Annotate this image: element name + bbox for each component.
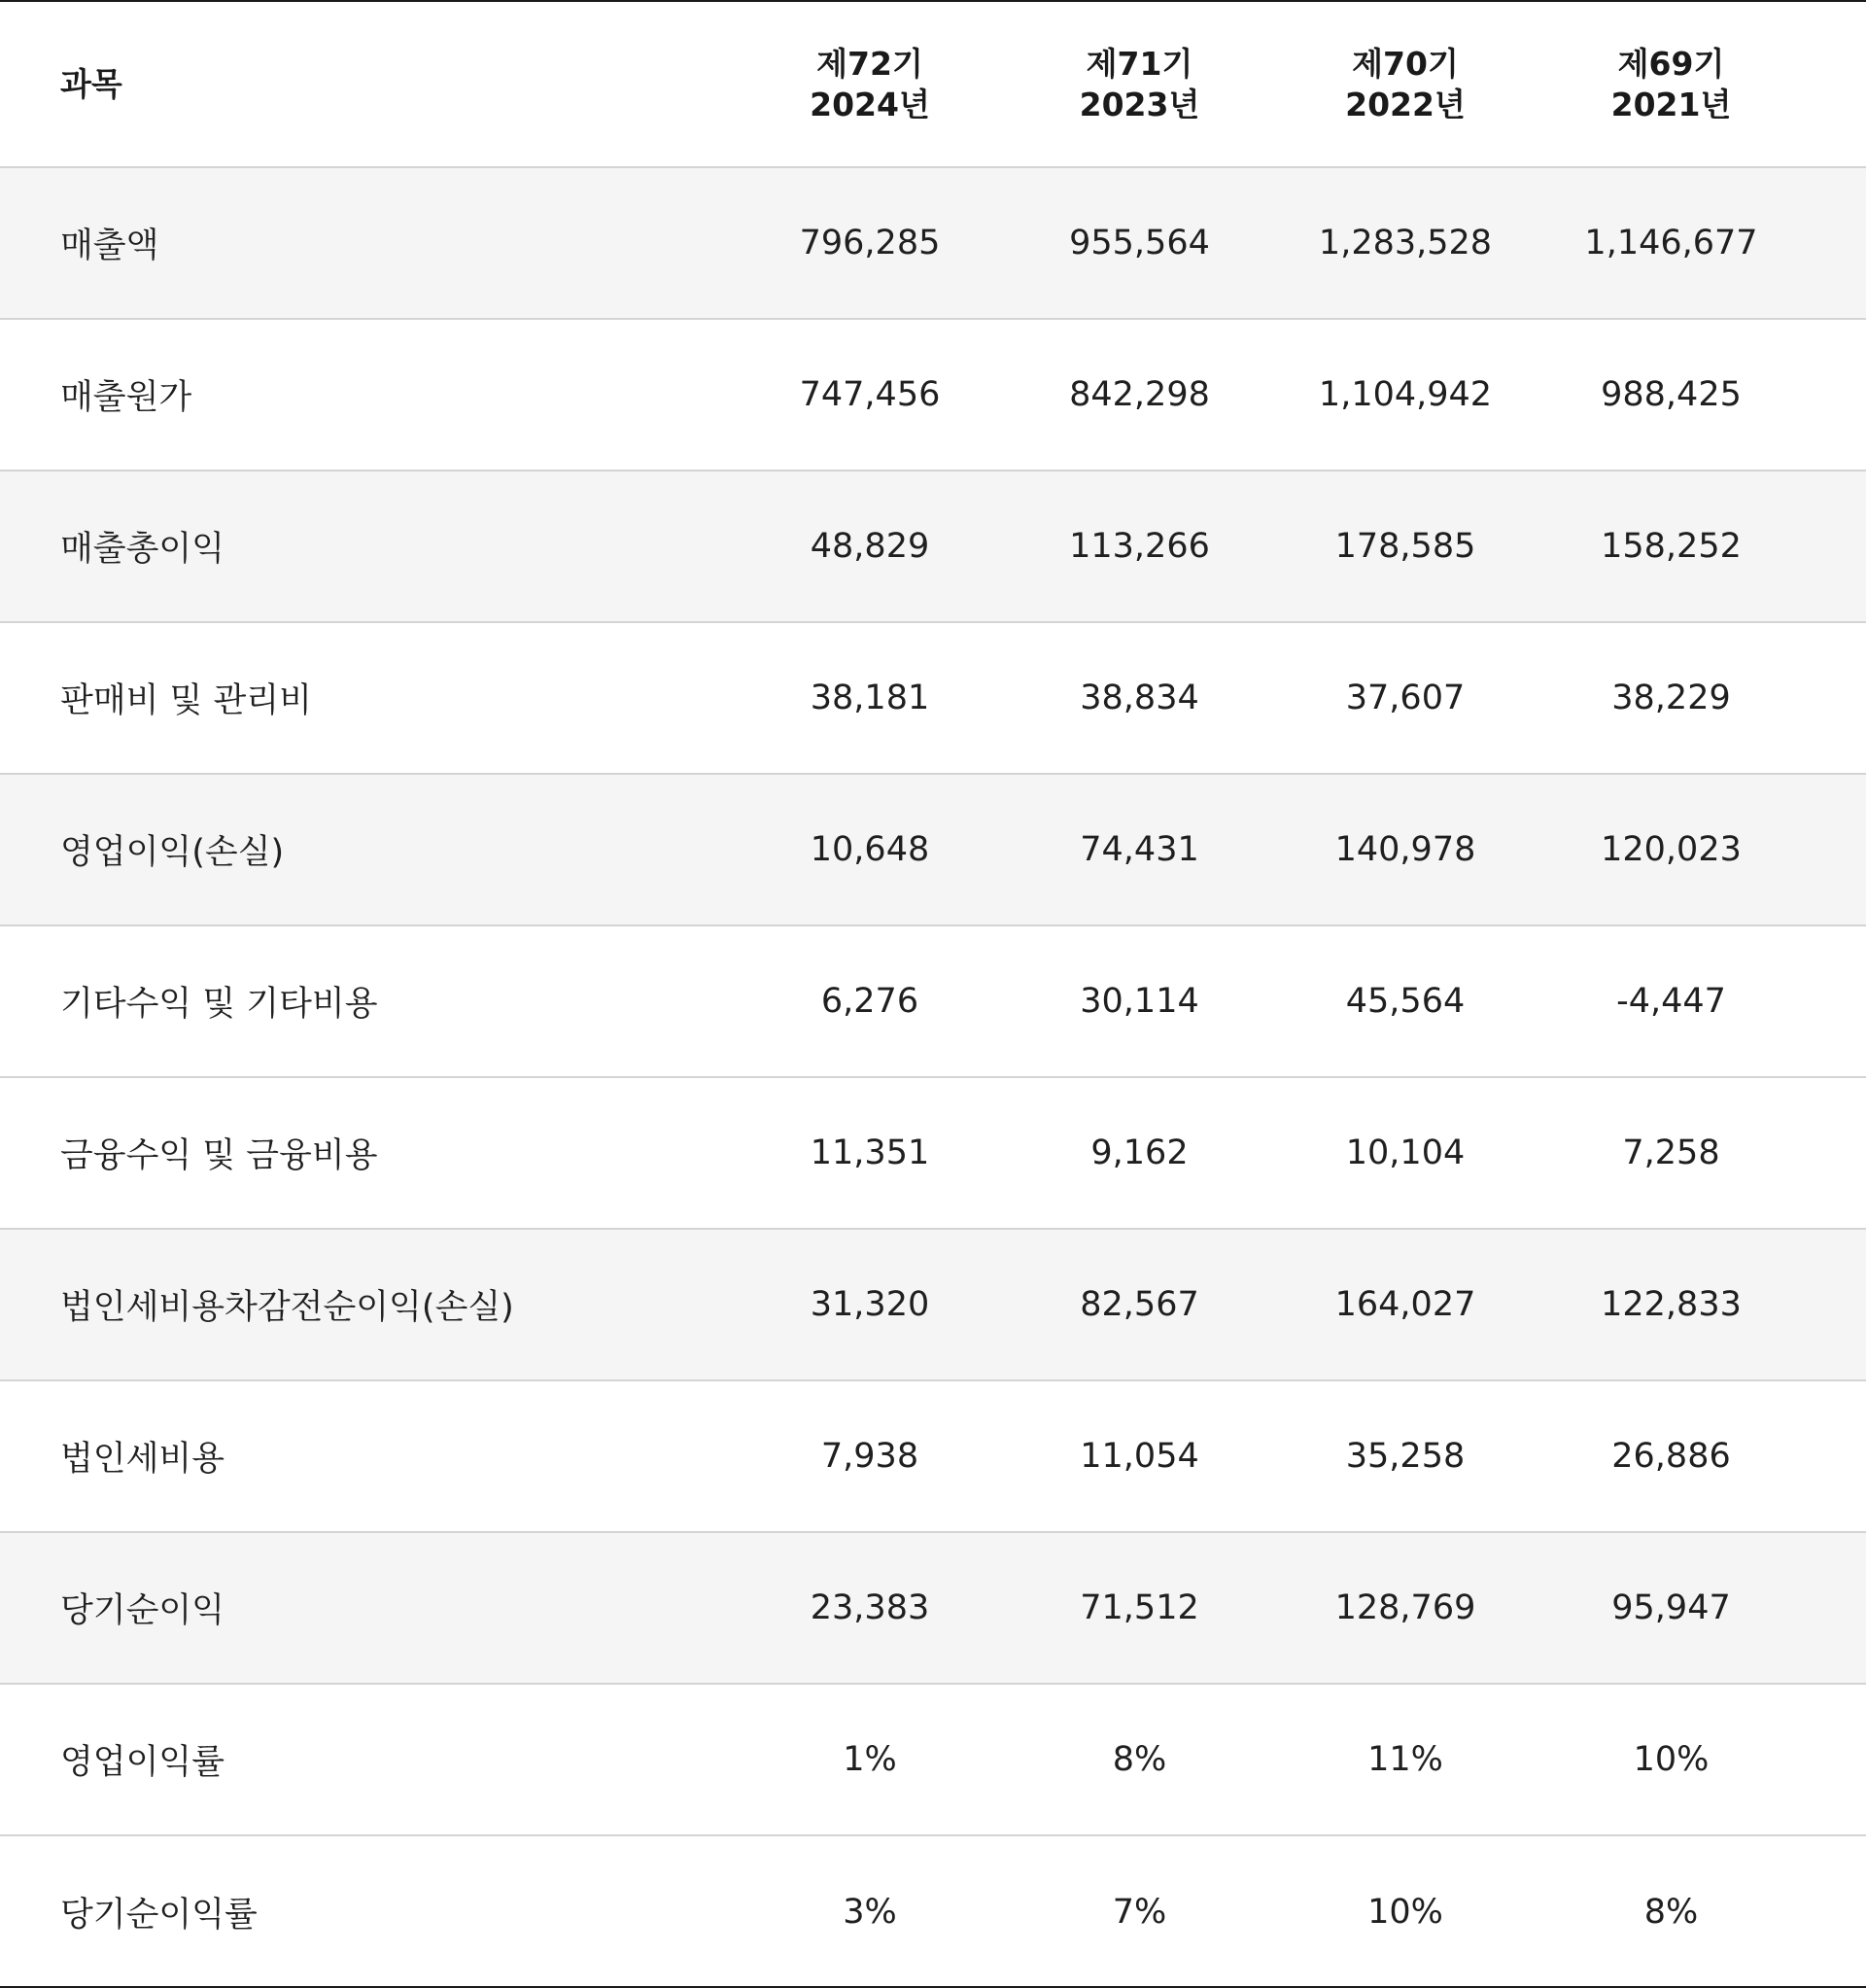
table-cell: 35,258 <box>1345 1437 1466 1476</box>
table-cell: 38,229 <box>1611 679 1731 717</box>
table-cell: 10% <box>1633 1740 1710 1779</box>
table-row <box>0 167 1866 319</box>
period-label: 제72기 <box>816 44 923 83</box>
spacer-cell <box>1810 167 1866 319</box>
table-cell: 178,585 <box>1334 527 1476 566</box>
spacer-cell <box>1810 1684 1866 1835</box>
table-row <box>0 1380 1866 1532</box>
period-label: 제70기 <box>1352 44 1459 83</box>
spacer-column-header <box>1810 2 1866 167</box>
period-header-69 <box>1533 2 1810 167</box>
spacer-cell <box>1810 471 1866 622</box>
table-row <box>0 1229 1866 1380</box>
table-cell: 82,567 <box>1080 1285 1199 1324</box>
table-cell: 158,252 <box>1601 527 1742 566</box>
table-cell: 988,425 <box>1601 375 1742 414</box>
table-cell: 31,320 <box>810 1285 930 1324</box>
row-label-revenue: 매출액 <box>60 227 159 265</box>
table-cell: 7% <box>1112 1892 1167 1932</box>
subject-column-header: 과목 <box>60 64 122 103</box>
header-row <box>0 2 1866 167</box>
spacer-cell <box>1810 925 1866 1077</box>
table-cell: 6,276 <box>820 982 919 1021</box>
year-label: 2021년 <box>1610 85 1732 123</box>
period-header-70 <box>1278 2 1533 167</box>
table-row <box>0 1077 1866 1229</box>
table-cell: 120,023 <box>1601 830 1742 869</box>
table-body <box>0 167 1866 1987</box>
table-cell: 955,564 <box>1069 224 1210 262</box>
year-label: 2022년 <box>1345 85 1466 123</box>
table-cell: 38,834 <box>1080 679 1199 717</box>
table-cell: 30,114 <box>1080 982 1199 1021</box>
table-cell: 10% <box>1367 1892 1443 1932</box>
table-cell: 7,938 <box>820 1437 919 1476</box>
row-label-operating-margin: 영업이익률 <box>60 1743 225 1782</box>
table-row <box>0 1835 1866 1987</box>
table-cell: 842,298 <box>1069 375 1210 414</box>
row-label-cost-of-sales: 매출원가 <box>60 378 192 417</box>
row-label-income-tax: 법인세비용 <box>60 1440 225 1479</box>
table-cell: 48,829 <box>810 527 930 566</box>
table-cell: 10,104 <box>1345 1134 1466 1172</box>
spacer-cell <box>1810 1229 1866 1380</box>
spacer-cell <box>1810 319 1866 471</box>
table-cell: 796,285 <box>799 224 941 262</box>
table-cell: 7,258 <box>1622 1134 1720 1172</box>
table-cell: 95,947 <box>1611 1588 1731 1627</box>
table-cell: 1,283,528 <box>1318 224 1493 262</box>
income-statement-table <box>0 2 1866 1987</box>
spacer-cell <box>1810 1835 1866 1987</box>
period-header-72 <box>739 2 1001 167</box>
table-cell: 71,512 <box>1080 1588 1199 1627</box>
row-label-finance-income-expense: 금융수익 및 금융비용 <box>60 1136 378 1175</box>
table-cell: 1,146,677 <box>1584 224 1758 262</box>
table-cell: 164,027 <box>1334 1285 1476 1324</box>
table-cell: 11,054 <box>1080 1437 1199 1476</box>
table-row <box>0 471 1866 622</box>
table-cell: 23,383 <box>810 1588 930 1627</box>
table-cell: 122,833 <box>1601 1285 1742 1324</box>
row-label-other-income-expense: 기타수익 및 기타비용 <box>60 985 378 1024</box>
row-label-pretax-income: 법인세비용차감전순이익(손실) <box>60 1288 514 1327</box>
table-cell: 1% <box>843 1740 897 1779</box>
year-label: 2024년 <box>810 85 930 123</box>
table-row <box>0 925 1866 1077</box>
table-cell: 9,162 <box>1090 1134 1189 1172</box>
table-cell: 128,769 <box>1334 1588 1476 1627</box>
row-label-operating-income: 영업이익(손실) <box>60 833 285 872</box>
table-cell: 38,181 <box>810 679 930 717</box>
table-header <box>0 2 1866 167</box>
table-cell: 3% <box>843 1892 897 1932</box>
row-label-gross-profit: 매출총이익 <box>60 530 225 569</box>
table-row <box>0 1684 1866 1835</box>
table-cell: 747,456 <box>799 375 941 414</box>
year-label: 2023년 <box>1079 85 1200 123</box>
spacer-cell <box>1810 622 1866 774</box>
period-header-71 <box>1001 2 1278 167</box>
table-cell: 140,978 <box>1334 830 1476 869</box>
table-row <box>0 1532 1866 1684</box>
period-label: 제71기 <box>1086 44 1193 83</box>
table-cell: 8% <box>1643 1892 1699 1932</box>
table-row <box>0 774 1866 925</box>
table-cell: 45,564 <box>1345 982 1466 1021</box>
spacer-cell <box>1810 774 1866 925</box>
table-row <box>0 319 1866 471</box>
row-label-net-margin: 당기순이익률 <box>60 1895 258 1935</box>
row-label-net-income: 당기순이익 <box>60 1591 225 1630</box>
table-cell: 26,886 <box>1611 1437 1731 1476</box>
table-cell: 113,266 <box>1069 527 1210 566</box>
table-cell: 1,104,942 <box>1318 375 1493 414</box>
table-cell: 11,351 <box>810 1134 930 1172</box>
spacer-cell <box>1810 1380 1866 1532</box>
spacer-cell <box>1810 1077 1866 1229</box>
table-cell: 10,648 <box>810 830 930 869</box>
table-cell: 74,431 <box>1080 830 1199 869</box>
table-cell: 11% <box>1367 1740 1443 1779</box>
table-row <box>0 622 1866 774</box>
table-cell: -4,447 <box>1616 982 1726 1021</box>
row-label-sga: 판매비 및 관리비 <box>60 681 312 720</box>
table-cell: 37,607 <box>1345 679 1466 717</box>
spacer-cell <box>1810 1532 1866 1684</box>
table-cell: 8% <box>1112 1740 1167 1779</box>
period-label: 제69기 <box>1617 44 1725 83</box>
